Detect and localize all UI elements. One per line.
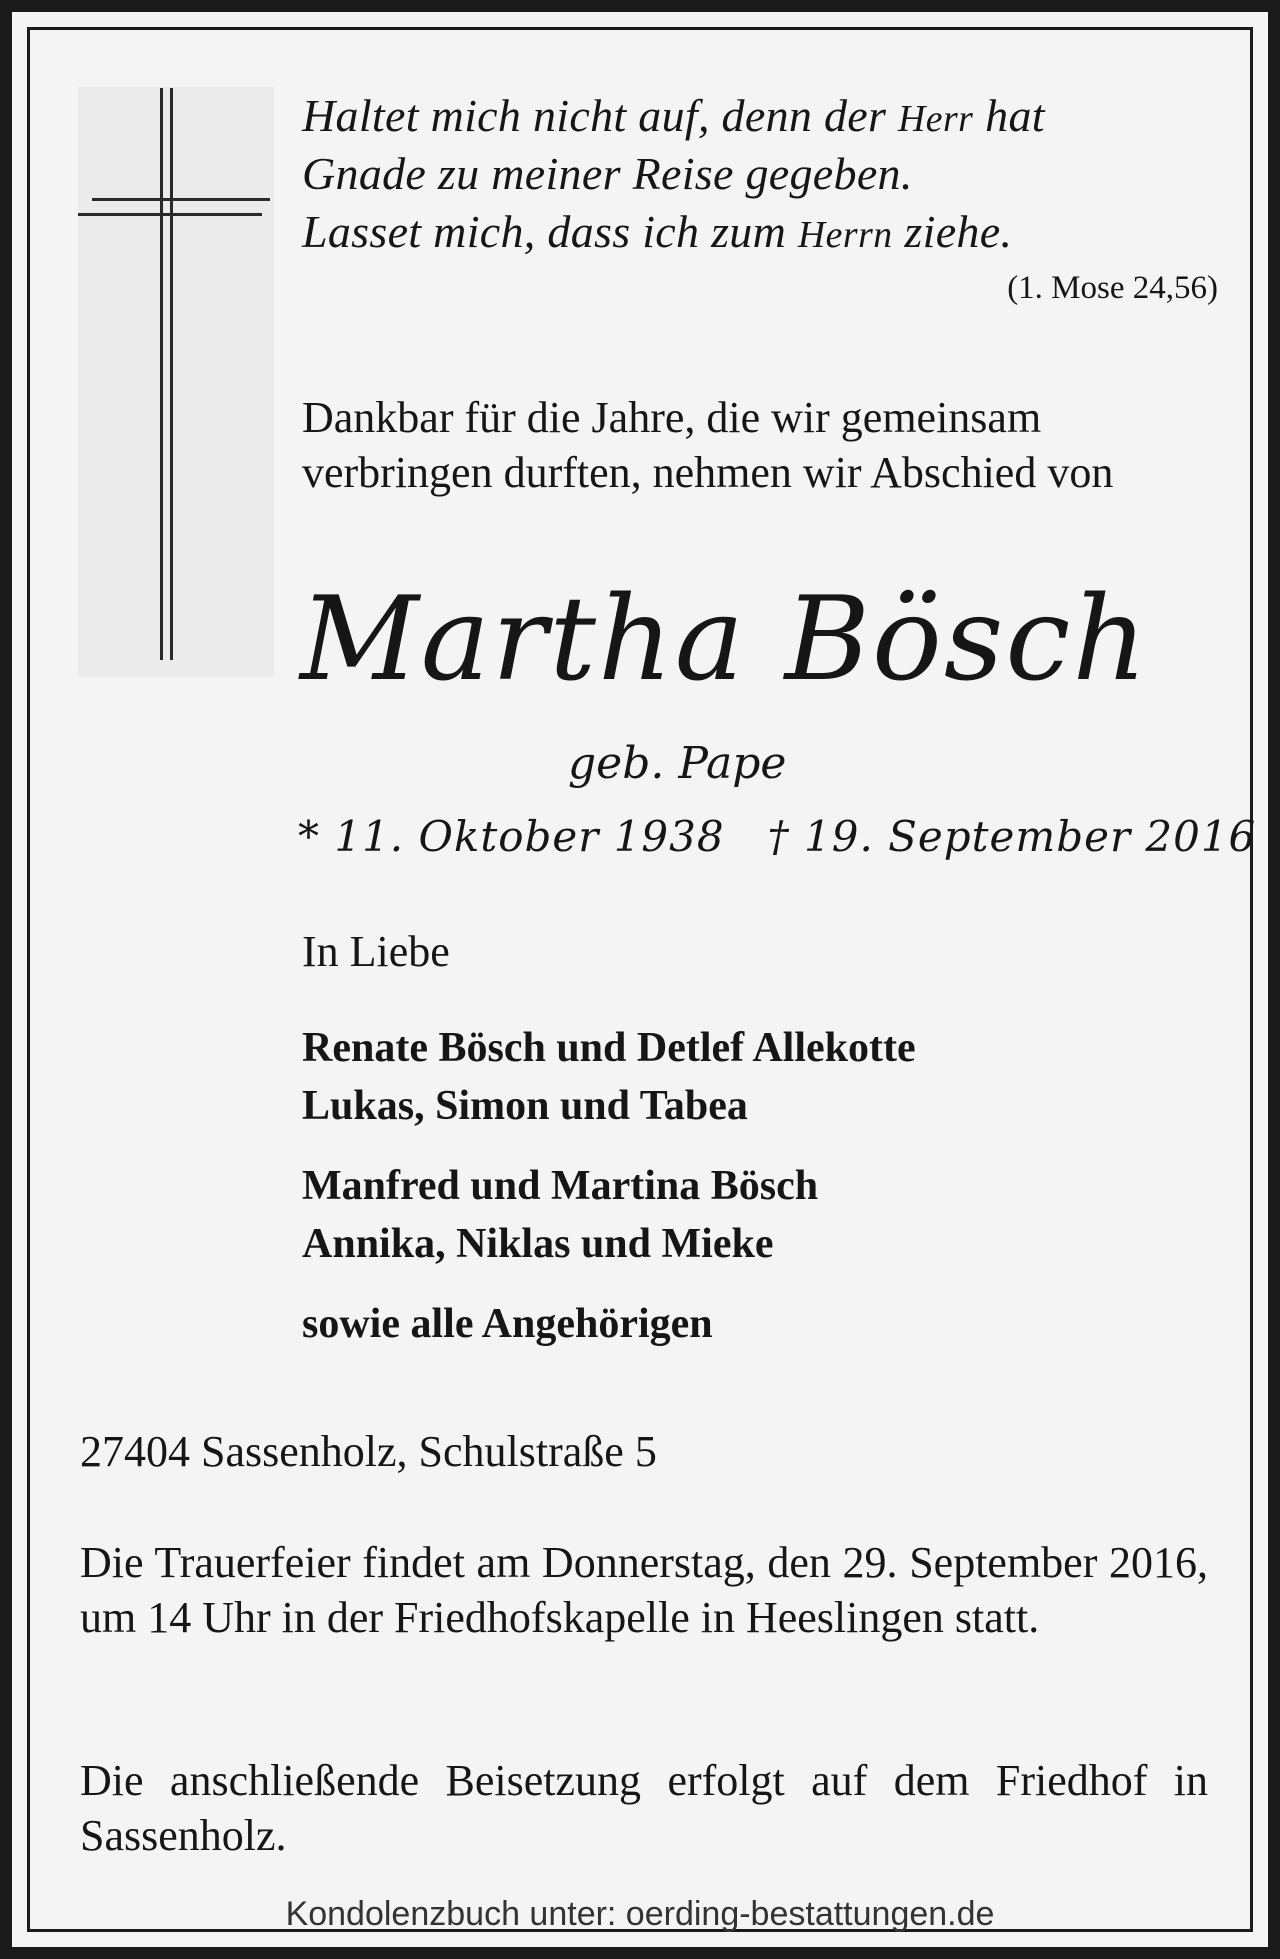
mourners-line-2: Lukas, Simon und Tabea (302, 1083, 748, 1129)
intro-line-2: verbringen durften, nehmen wir Abschied von (302, 448, 1114, 497)
burial-info: Die anschließende Beisetzung erfolgt auf dem Friedhof in Sassenholz. (80, 1756, 1208, 1860)
mourners-intro: In Liebe (302, 927, 450, 976)
verse-line-3: Lasset mich, dass ich zum Herrn ziehe. (302, 206, 1013, 257)
maiden-name: geb. Pape (568, 738, 787, 789)
mourners-line-3: Manfred und Martina Bösch (302, 1163, 819, 1209)
intro-line-1: Dankbar für die Jahre, die wir gemeinsam (302, 393, 1042, 442)
condolence-footer: Kondolenzbuch unter: oerding-bestattungen.de (285, 1895, 995, 1933)
obituary-notice (12, 12, 1268, 1947)
life-dates: * 11. Oktober 1938 † 19. September 2016 (298, 812, 1257, 861)
verse-reference: (1. Mose 24,56) (1007, 270, 1218, 306)
verse-line-2: Gnade zu meiner Reise gegeben. (302, 148, 913, 199)
mourners-line-1: Renate Bösch und Detlef Allekotte (302, 1025, 916, 1071)
verse-line-1: Haltet mich nicht auf, denn der Herr hat (302, 90, 1045, 141)
mourners-line-4: Annika, Niklas und Mieke (302, 1221, 774, 1267)
address: 27404 Sassenholz, Schulstraße 5 (80, 1427, 657, 1476)
mourners-line-5: sowie alle Angehörigen (302, 1301, 713, 1347)
cross-background (78, 87, 274, 677)
deceased-name: Martha Bösch (300, 572, 1150, 707)
service-info: Die Trauerfeier findet am Donnerstag, den 29. September 2016, um 14 Uhr in der Friedhofskapelle in Heeslingen statt. (80, 1538, 1208, 1642)
